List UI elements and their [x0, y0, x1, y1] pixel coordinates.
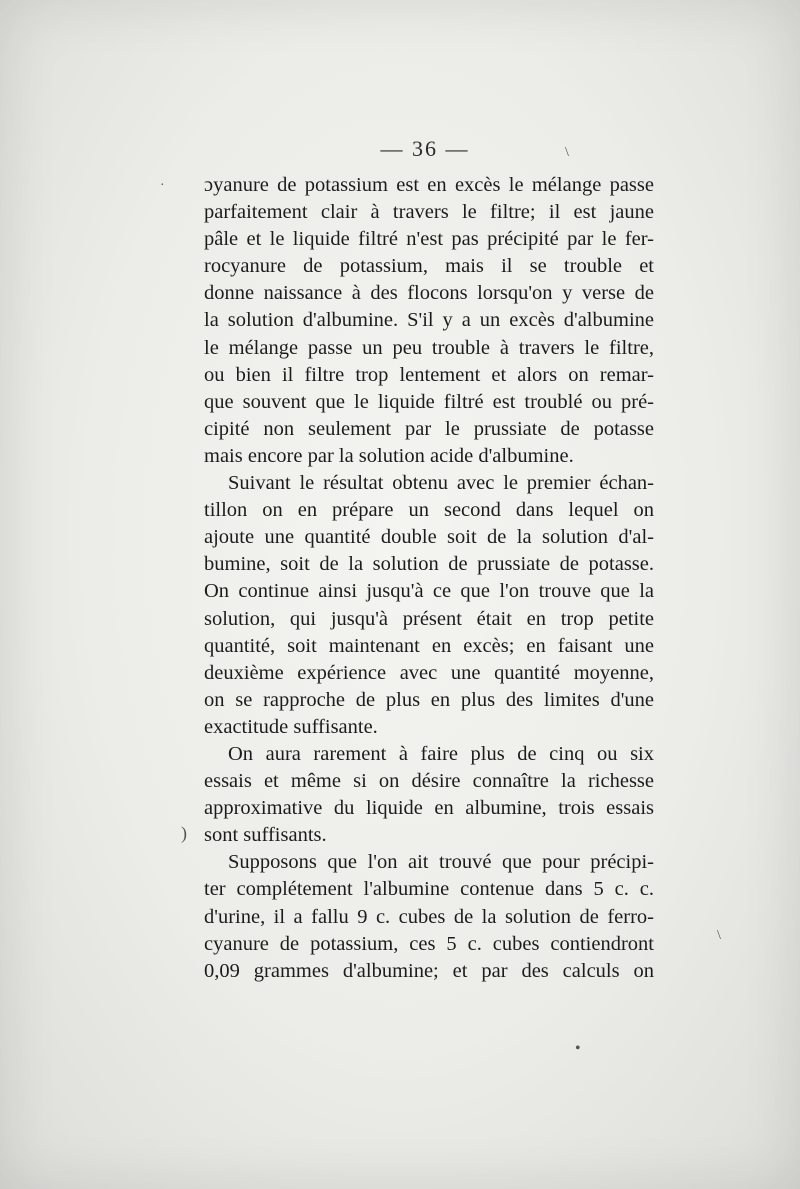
page-number: — 36 —: [380, 136, 470, 161]
text-line: sont suffisants.: [204, 824, 327, 847]
text-line: Suivant le résultat obtenu avec le premier échan-: [228, 472, 654, 495]
text-line: donne naissance à des flocons lorsqu'on y verse de: [204, 282, 654, 305]
text-line: quantité, soit maintenant en excès; en faisant une: [204, 634, 654, 657]
text-line: essais et même si on désire connaître la richesse: [204, 770, 654, 793]
text-line: Supposons que l'on ait trouvé que pour précipi-: [228, 851, 654, 874]
text-line: la solution d'albumine. S'il y a un excès d'albumine: [204, 309, 654, 332]
scan-speck: •: [575, 1040, 581, 1057]
text-line: pâle et le liquide filtré n'est pas précipité par le fer-: [204, 228, 654, 251]
text-line: approximative du liquide en albumine, trois essais: [204, 797, 654, 820]
text-line: ou bien il filtre trop lentement et alors on remar-: [204, 363, 654, 386]
text-line: bumine, soit de la solution de prussiate de potasse.: [204, 553, 654, 576]
text-line: mais encore par la solution acide d'albumine.: [204, 444, 574, 467]
text-line: ɔyanure de potassium est en excès le mélange passe: [204, 174, 654, 196]
text-line: d'urine, il a fallu 9 c. cubes de la solution de ferro-: [204, 905, 654, 928]
text-line: le mélange passe un peu trouble à travers le filtre,: [204, 336, 654, 359]
text-line: tillon on en prépare un second dans lequel on: [204, 499, 654, 522]
text-line: cyanure de potassium, ces 5 c. cubes contiendront: [204, 932, 654, 955]
text-line: exactitude suffisante.: [204, 715, 378, 738]
text-line: parfaitement clair à travers le filtre; il est jaune: [204, 201, 654, 224]
scan-speck: \: [565, 145, 569, 160]
text-line: ajoute une quantité double soit de la solution d'al-: [204, 526, 654, 549]
text-line: deuxième expérience avec une quantité moyenne,: [204, 661, 654, 684]
text-line: On continue ainsi jusqu'à ce que l'on trouve que la: [204, 580, 654, 603]
scan-speck: \: [717, 928, 721, 943]
scan-speck: ): [181, 823, 187, 843]
body-text: [204, 172, 654, 985]
text-line: on se rapproche de plus en plus des limites d'une: [204, 688, 654, 711]
text-line: solution, qui jusqu'à présent était en trop petite: [204, 607, 654, 630]
text-line: 0,09 grammes d'albumine; et par des calculs on: [204, 959, 654, 982]
text-line: rocyanure de potassium, mais il se trouble et: [204, 255, 654, 278]
text-line: cipité non seulement par le prussiate de potasse: [204, 417, 654, 440]
text-line: que souvent que le liquide filtré est troublé ou pré-: [204, 390, 654, 413]
text-line: ter complétement l'albumine contenue dans 5 c. c.: [204, 878, 654, 901]
text-line: On aura rarement à faire plus de cinq ou six: [228, 742, 654, 765]
scan-speck: ·: [160, 178, 165, 193]
